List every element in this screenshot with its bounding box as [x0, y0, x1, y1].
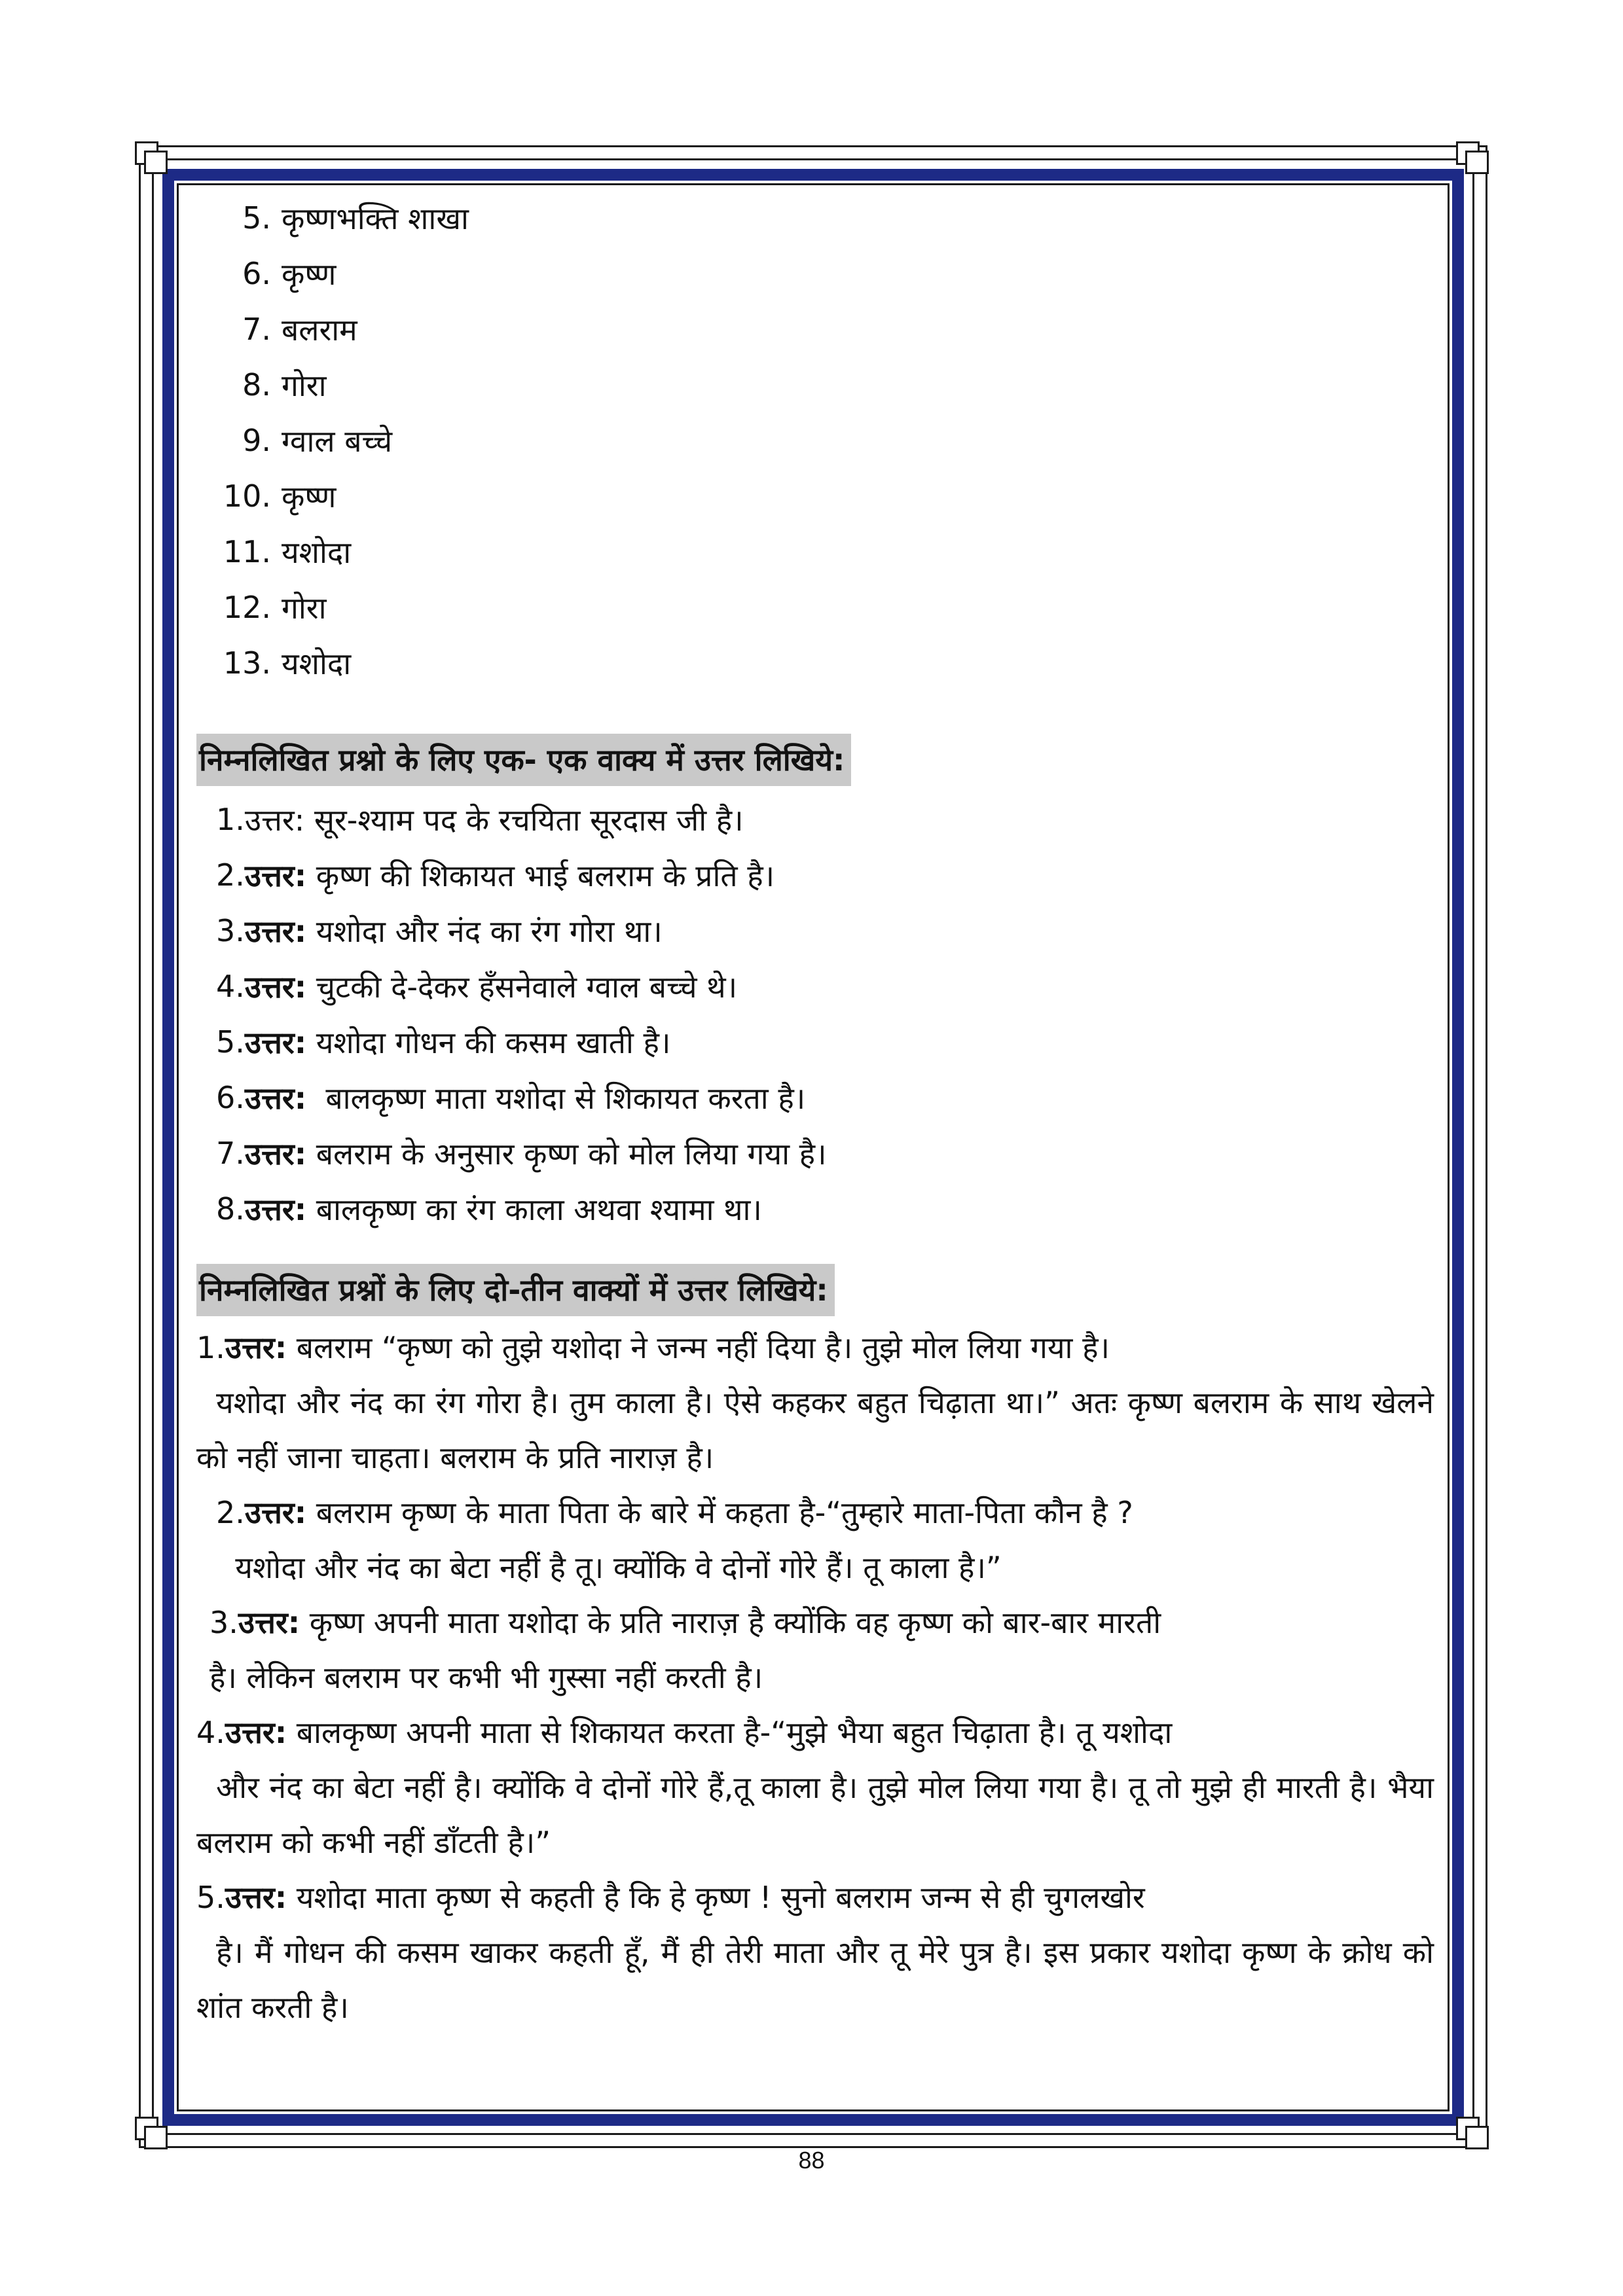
- answer-row: 7. उत्तर: बलराम के अनुसार कृष्ण को मोल लिया गया है।: [216, 1135, 827, 1172]
- corner-ornament-top-right: [1456, 141, 1491, 177]
- list-item-text: गोरा: [282, 590, 327, 626]
- section-heading-two-three-sentences: निम्नलिखित प्रश्नों के लिए दो-तीन वाक्यों में उत्तर लिखिये:: [196, 1264, 835, 1316]
- answer-row: 6. उत्तर: बालकृष्ण माता यशोदा से शिकायत करता है।: [216, 1079, 806, 1116]
- list-item-text: कृष्ण: [282, 478, 337, 514]
- list-item-text: कृष्ण: [282, 256, 337, 292]
- list-item: 10. कृष्ण: [196, 468, 1440, 524]
- list-item-text: कृष्णभक्ति शाखा: [282, 200, 469, 236]
- list-item: 13. यशोदा: [196, 635, 1440, 691]
- list-item-text: गोरा: [282, 367, 327, 403]
- answer-row: 4. उत्तर: चुटकी दे-देकर हँसनेवाले ग्वाल बच्चे थे।: [216, 968, 738, 1005]
- list-item-text: यशोदा: [282, 645, 352, 681]
- answer-paragraph: 2.उत्तर: बलराम कृष्ण के माता पिता के बारे में कहता है-“तुम्हारे माता-पिता कौन है ? यशोदा और नंद का बेटा नहीं है तू। क्योंकि वे दोनों गोरे हैं। तू काला है।”: [216, 1495, 1133, 1585]
- list-item: 11. यशोदा: [196, 524, 1440, 579]
- list-item-text: यशोदा: [282, 534, 352, 570]
- answer-row: 2. उत्तर: कृष्ण की शिकायत भाई बलराम के प्रति है।: [216, 857, 775, 893]
- list-item-text: ग्वाल बच्चे: [282, 423, 393, 459]
- list-item: 9. ग्वाल बच्चे: [196, 412, 1440, 468]
- corner-ornament-top-left: [135, 141, 170, 177]
- answer-paragraph: 5.उत्तर: यशोदा माता कृष्ण से कहती है कि हे कृष्ण ! सुनो बलराम जन्म से ही चुगलखोर है। मैं गोधन की कसम खाकर कहती हूँ, मैं ही तेरी माता और तू मेरे पुत्र है। इस प्रकार यशोदा कृष्ण के क्रोध को शांत करती है।: [196, 1880, 1434, 2025]
- answer-row: 1. उत्तर: सूर-श्याम पद के रचयिता सूरदास जी है।: [216, 801, 744, 838]
- list-item: 6. कृष्ण: [196, 245, 1440, 301]
- page-content: [196, 190, 1440, 2035]
- list-item: 8. गोरा: [196, 357, 1440, 412]
- answer-paragraph: 1.उत्तर: बलराम “कृष्ण को तुझे यशोदा ने जन्म नहीं दिया है। तुझे मोल लिया गया है। यशोदा और नंद का रंग गोरा है। तुम काला है। ऐसे कहकर बहुत चिढ़ाता था।” अतः कृष्ण बलराम के साथ खेलने को नहीं जाना चाहता। बलराम के प्रति नाराज़ है।: [196, 1330, 1434, 1475]
- answer-paragraph: 3.उत्तर: कृष्ण अपनी माता यशोदा के प्रति नाराज़ है क्योंकि वह कृष्ण को बार-बार मारती है। लेकिन बलराम पर कभी भी गुस्सा नहीं करती है।: [210, 1605, 1161, 1695]
- list-item: 7. बलराम: [196, 301, 1440, 357]
- two-three-sentence-answers: [196, 1320, 1440, 2035]
- answer-row: 3. उत्तर: यशोदा और नंद का रंग गोरा था।: [216, 912, 663, 949]
- section-heading-one-sentence: निम्नलिखित प्रश्नो के लिए एक- एक वाक्य में उत्तर लिखिये:: [196, 734, 851, 786]
- list-item: 5. कृष्णभक्ति शाखा: [196, 190, 1440, 245]
- list-item: 12. गोरा: [196, 579, 1440, 635]
- page-number: 88: [798, 2147, 825, 2174]
- answer-row: 8. उत्तर: बालकृष्ण का रंग काला अथवा श्यामा था।: [216, 1191, 762, 1227]
- answer-key-list: [196, 190, 1440, 691]
- one-sentence-answers: [196, 791, 1440, 1236]
- list-item-text: बलराम: [282, 312, 357, 348]
- answer-paragraph: 4.उत्तर: बालकृष्ण अपनी माता से शिकायत करता है-“मुझे भैया बहुत चिढ़ाता है। तू यशोदा और नंद का बेटा नहीं है। क्योंकि वे दोनों गोरे हैं,तू काला है। तुझे मोल लिया गया है। तू तो मुझे ही मारती है। भैया बलराम को कभी नहीं डाँटती है।”: [196, 1715, 1434, 1860]
- answer-row: 5. उत्तर: यशोदा गोधन की कसम खाती है।: [216, 1024, 671, 1060]
